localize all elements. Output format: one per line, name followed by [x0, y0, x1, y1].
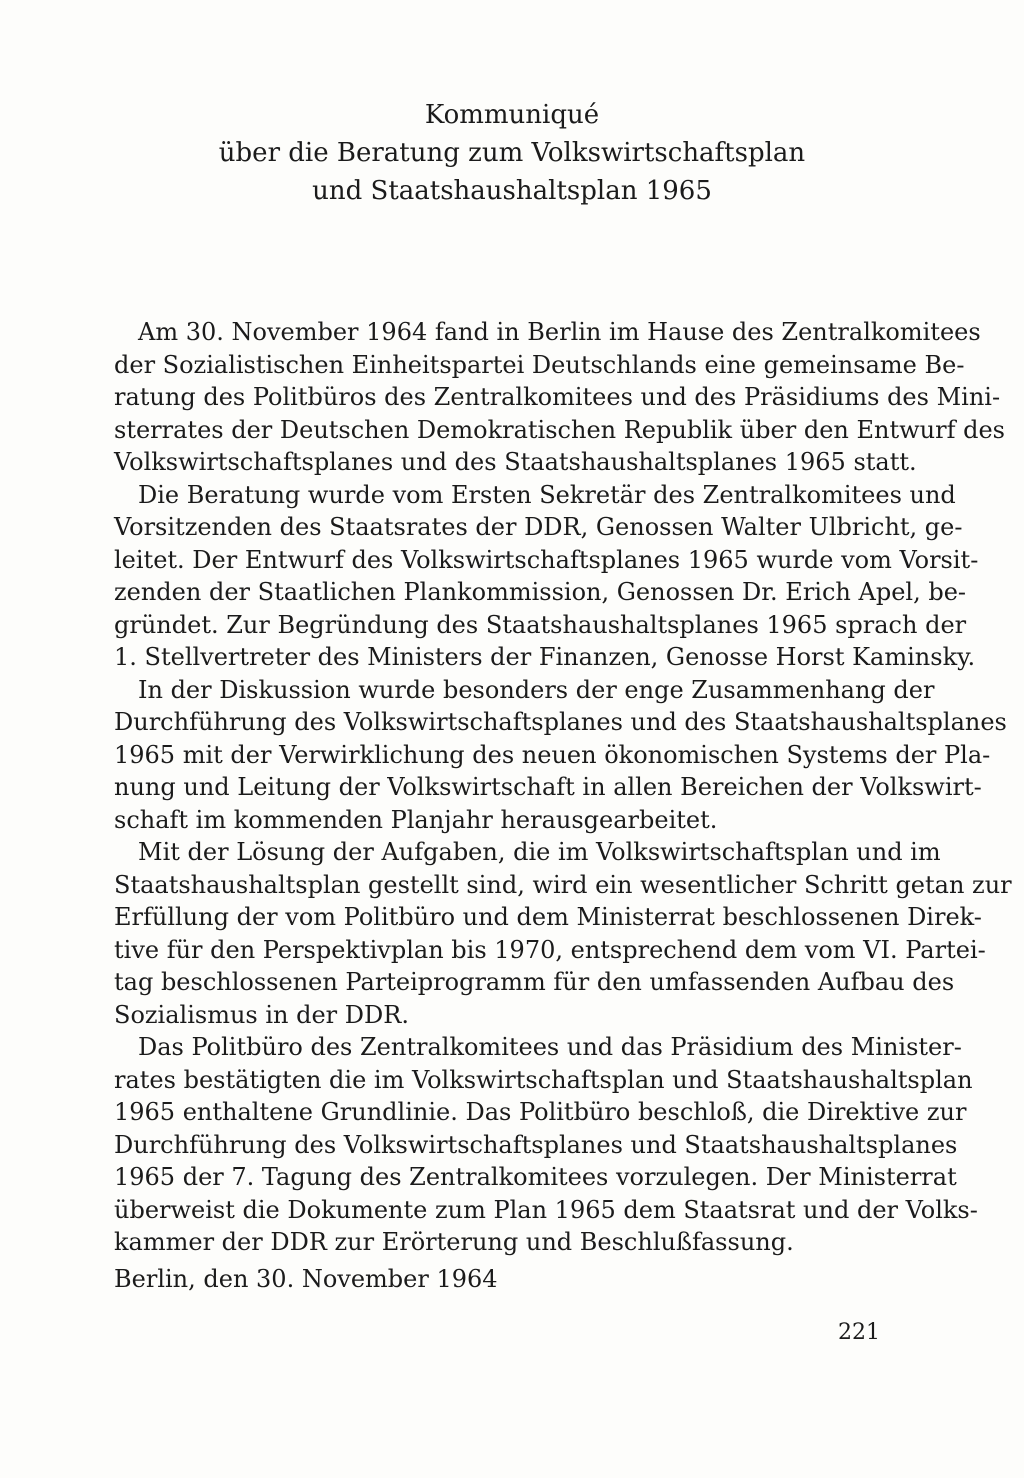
text-line: Staatshaushaltsplan gestellt sind, wird ein wesentlicher Schritt getan zur: [114, 870, 1012, 899]
text-line: nung und Leitung der Volkswirtschaft in allen Bereichen der Volkswirt-: [114, 773, 982, 801]
paragraph: [114, 316, 1005, 479]
title-line: über die Beratung zum Volkswirtschaftsplan: [218, 138, 806, 168]
text-line: 1965 mit der Verwirklichung des neuen ökonomischen Systems der Pla-: [114, 740, 991, 769]
text-line: Erfüllung der vom Politbüro und dem Ministerrat beschlossenen Direk-: [114, 903, 982, 931]
page-number: 221: [838, 1320, 880, 1345]
text-line: leitet. Der Entwurf des Volkswirtschaftsplanes 1965 wurde vom Vorsit-: [114, 545, 979, 574]
text-line: Am 30. November 1964 fand in Berlin im Hause des Zentralkomitees: [138, 318, 981, 346]
paragraph: [114, 479, 979, 674]
text-line: 1. Stellvertreter des Ministers der Finanzen, Genosse Horst Kaminsky.: [114, 643, 976, 671]
text-line: überweist die Dokumente zum Plan 1965 dem Staatsrat und der Volks-: [114, 1195, 978, 1224]
title-line: und Staatshaushaltsplan 1965: [312, 176, 712, 206]
text-line: gründet. Zur Begründung des Staatshaushaltsplanes 1965 sprach der: [114, 610, 967, 639]
text-line: Das Politbüro des Zentralkomitees und das Präsidium des Minister-: [138, 1033, 962, 1061]
text-line: Mit der Lösung der Aufgaben, die im Volkswirtschaftsplan und im: [138, 838, 941, 866]
text-line: ratung des Politbüros des Zentralkomitees und des Präsidiums des Mini-: [114, 383, 1001, 411]
text-line: kammer der DDR zur Erörterung und Beschlußfassung.: [114, 1228, 794, 1256]
text-line: tive für den Perspektivplan bis 1970, entsprechend dem vom VI. Partei-: [114, 935, 986, 964]
paragraph: [114, 1031, 978, 1259]
text-line: Sozialismus in der DDR.: [114, 1000, 409, 1029]
paragraph: [114, 674, 1007, 837]
text-line: Die Beratung wurde vom Ersten Sekretär des Zentralkomitees und: [138, 480, 956, 509]
text-line: In der Diskussion wurde besonders der enge Zusammenhang der: [138, 675, 935, 704]
text-line: Durchführung des Volkswirtschaftsplanes und Staatshaushaltsplanes: [114, 1130, 958, 1159]
text-line: Volkswirtschaftsplanes und des Staatshaushaltsplanes 1965 statt.: [114, 448, 917, 476]
document-body: [114, 316, 1012, 1259]
text-line: Durchführung des Volkswirtschaftsplanes und des Staatshaushaltsplanes: [114, 708, 1007, 736]
title-line: Kommuniqué: [424, 100, 600, 130]
text-line: sterrates der Deutschen Demokratischen Republik über den Entwurf des: [114, 415, 1005, 444]
text-line: tag beschlossenen Parteiprogramm für den umfassenden Aufbau des: [114, 968, 955, 996]
text-line: der Sozialistischen Einheitspartei Deutschlands eine gemeinsame Be-: [114, 350, 965, 379]
paragraph: [114, 836, 1012, 1031]
text-line: rates bestätigten die im Volkswirtschaftsplan und Staatshaushaltsplan: [114, 1065, 973, 1094]
text-line: Vorsitzenden des Staatsrates der DDR, Genossen Walter Ulbricht, ge-: [114, 513, 963, 541]
document-title: [0, 96, 1024, 210]
text-line: schaft im kommenden Planjahr herausgearbeitet.: [114, 805, 718, 834]
text-line: 1965 der 7. Tagung des Zentralkomitees vorzulegen. Der Ministerrat: [114, 1163, 957, 1191]
text-line: zenden der Staatlichen Plankommission, Genossen Dr. Erich Apel, be-: [114, 578, 966, 606]
place-date-line: Berlin, den 30. November 1964: [114, 1265, 498, 1293]
text-line: 1965 enthaltene Grundlinie. Das Politbüro beschloß, die Direktive zur: [114, 1098, 967, 1126]
